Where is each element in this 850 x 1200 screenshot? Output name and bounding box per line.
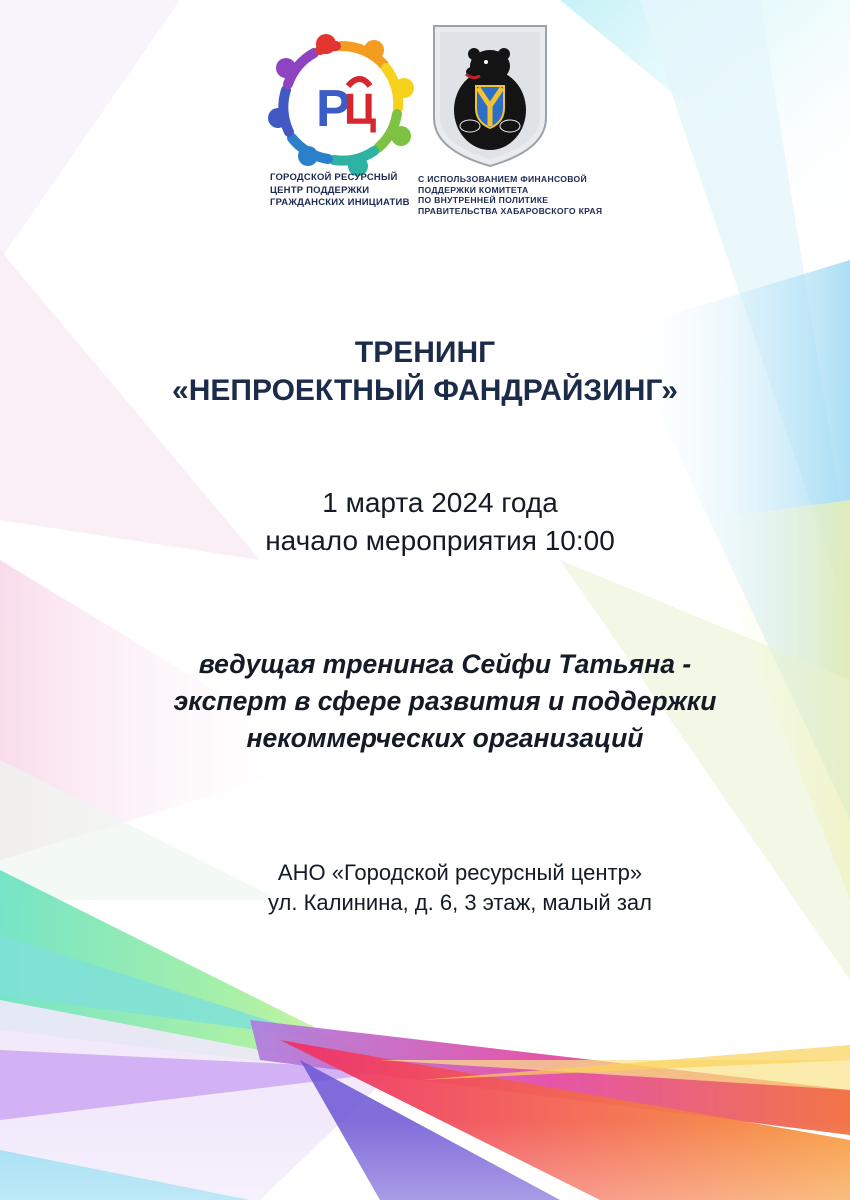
svg-text:Р: Р <box>316 80 351 138</box>
event-title <box>0 334 850 410</box>
logos-header <box>0 22 850 222</box>
venue-address: ул. Калинина, д. 6, 3 этаж, малый зал <box>268 890 652 915</box>
svg-text:Ц: Ц <box>344 85 377 134</box>
event-title-line2: «НЕПРОЕКТНЫЙ ФАНДРАЙЗИНГ» <box>172 374 678 407</box>
left-org-caption-line: ГРАЖДАНСКИХ ИНИЦИАТИВ <box>270 197 410 208</box>
presenter-line: некоммерческих организаций <box>246 723 644 753</box>
resource-center-people-circle-logo <box>266 28 416 178</box>
left-org-caption-line: ЦЕНТР ПОДДЕРЖКИ <box>270 184 370 196</box>
khabarovsk-coat-of-arms-bear-icon <box>430 22 550 170</box>
event-start-time: начало мероприятия 10:00 <box>265 525 615 556</box>
event-datetime <box>150 484 730 560</box>
left-org-caption-line: ГОРОДСКОЙ РЕСУРСНЫЙ <box>270 172 398 183</box>
right-org-caption-line: ПО ВНУТРЕННЕЙ ПОЛИТИКЕ <box>418 195 549 206</box>
right-org-caption <box>418 174 603 216</box>
event-title-line1: ТРЕНИНГ <box>354 336 496 369</box>
right-org-caption-line: ПОДДЕРЖКИ КОМИТЕТА <box>418 184 529 195</box>
venue-info <box>180 858 740 918</box>
presenter-line: ведущая тренинга Сейфи Татьяна - <box>198 649 692 679</box>
event-date: 1 марта 2024 года <box>322 487 558 518</box>
presenter-info <box>0 646 850 757</box>
venue-organization: АНО «Городской ресурсный центр» <box>277 860 643 885</box>
right-org-caption-line: С ИСПОЛЬЗОВАНИЕМ ФИНАНСОВОЙ <box>418 174 587 184</box>
left-org-caption <box>270 172 420 210</box>
right-org-caption-line: ПРАВИТЕЛЬСТВА ХАБАРОВСКОГО КРАЯ <box>418 205 603 216</box>
presenter-line: эксперт в сфере развития и поддержки <box>173 686 717 716</box>
